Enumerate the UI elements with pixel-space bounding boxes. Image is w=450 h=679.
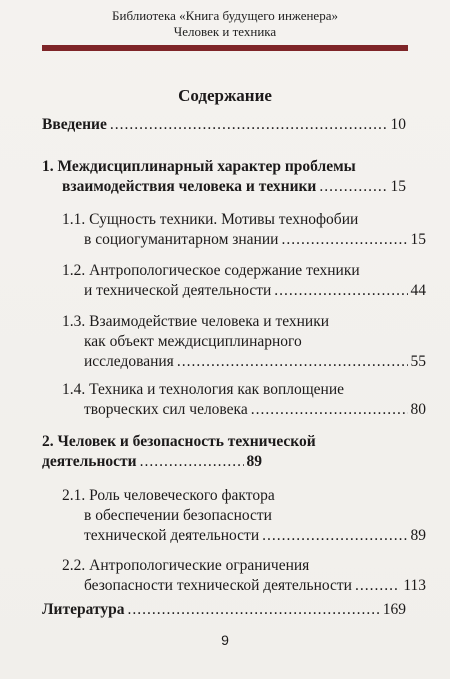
toc-entry-1-1[interactable] — [42, 210, 426, 250]
toc-entry-label: деятельности — [42, 453, 137, 470]
toc-entry-label: как объект междисциплинарного — [84, 333, 302, 350]
toc-entry-page: 113 — [403, 577, 426, 594]
toc-entry-label: 1.1. Сущность техники. Мотивы технофобии — [62, 211, 359, 228]
dot-leader — [177, 352, 408, 372]
toc-entry-1-2[interactable] — [42, 261, 426, 301]
toc-entry-page: 44 — [410, 282, 426, 299]
toc-entry-label: 2. Человек и безопасность технической — [42, 433, 316, 450]
toc-entry-page: 15 — [390, 178, 406, 195]
toc-entry-page: 15 — [410, 231, 426, 248]
toc-entry-chapter-1[interactable] — [42, 157, 406, 197]
dot-leader — [274, 281, 407, 301]
dot-leader — [140, 452, 244, 472]
toc-entry-label: 2.1. Роль человеческого фактора — [62, 487, 275, 504]
toc-entry-label: Литература — [42, 601, 125, 618]
toc-entry-label: в социогуманитарном знании — [84, 231, 279, 248]
toc-entry-intro[interactable] — [42, 115, 406, 135]
toc-entry-page: 55 — [410, 353, 426, 370]
toc-entry-page: 89 — [410, 527, 426, 544]
toc-entry-page: 169 — [382, 601, 406, 618]
toc-entry-chapter-2[interactable] — [42, 432, 406, 472]
dot-leader — [110, 115, 388, 135]
toc-entry-label: 1. Междисциплинарный характер проблемы — [42, 158, 356, 175]
dot-leader — [262, 526, 407, 546]
toc-entry-label: 2.2. Антропологические ограничения — [62, 557, 310, 574]
toc-entry-label: взаимодействия человека и техники — [62, 178, 317, 195]
toc-entry-label: творческих сил человека — [84, 401, 248, 418]
toc-title: Содержание — [178, 86, 272, 105]
toc-entry-label: и технической деятельности — [84, 282, 272, 299]
dot-leader — [281, 230, 407, 250]
toc-entry-page: 80 — [410, 401, 426, 418]
toc-entry-label: 1.3. Взаимодействие человека и техники — [62, 313, 330, 330]
header-rule — [42, 45, 408, 51]
toc-entry-label: 1.2. Антропологическое содержание техники — [62, 262, 360, 279]
toc-entry-label: безопасности технической деятельности — [84, 577, 352, 594]
toc-entry-label: технической деятельности — [84, 527, 260, 544]
toc-entry-label: исследования — [84, 353, 174, 370]
toc-entry-page: 89 — [246, 453, 262, 470]
dot-leader — [251, 400, 408, 420]
dot-leader — [127, 600, 379, 620]
header-series: Библиотека «Книга будущего инженера» — [112, 8, 338, 23]
toc-entry-label: Введение — [42, 116, 107, 133]
page-number: 9 — [221, 632, 229, 648]
running-header — [40, 8, 410, 40]
header-book-title: Человек и техника — [173, 24, 277, 39]
toc-entry-label: в обеспечении безопасности — [84, 507, 272, 524]
toc-entry-page: 10 — [390, 116, 406, 133]
toc-entry-label: 1.4. Техника и технология как воплощение — [62, 381, 345, 398]
toc-entry-1-3[interactable] — [42, 312, 426, 372]
toc-entry-literature[interactable] — [42, 600, 406, 620]
dot-leader — [355, 576, 400, 596]
toc-entry-2-2[interactable] — [42, 556, 426, 596]
toc-entry-1-4[interactable] — [42, 380, 426, 420]
toc-entry-2-1[interactable] — [42, 486, 426, 546]
dot-leader — [319, 177, 387, 197]
